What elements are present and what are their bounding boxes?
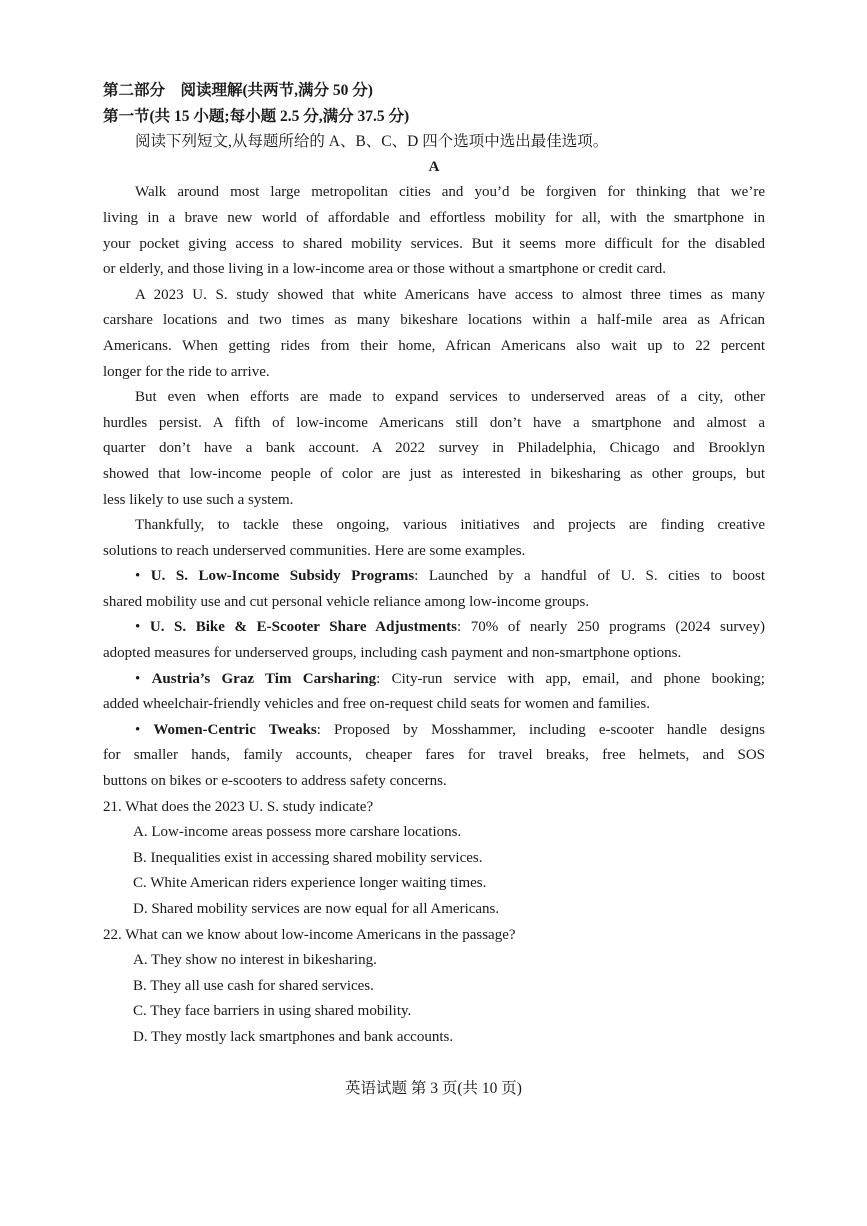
bullet-text: : Launched by a handful of U. S. cities to boost [414, 568, 765, 585]
bullet-text: : Proposed by Mosshammer, including e-scooter handle designs [316, 721, 765, 738]
paragraph-line: Thankfully, to tackle these ongoing, various initiatives and projects are finding creative [135, 517, 765, 534]
questions [103, 795, 765, 1051]
paragraph-line: Americans. When getting rides from their home, African Americans also wait up to 22 percent [103, 337, 765, 354]
paragraph-line: A 2023 U. S. study showed that white Americans have access to almost three times as many [135, 286, 765, 303]
bullet-title: Women-Centric Tweaks [153, 721, 317, 738]
bullet-title: U. S. Low-Income Subsidy Programs [150, 568, 415, 585]
question-stem: 21. What does the 2023 U. S. study indicate? [103, 798, 374, 815]
bullet-icon: • [135, 568, 151, 585]
bullet-title: U. S. Bike & E-Scooter Share Adjustments [149, 619, 457, 636]
paragraph-line: carshare locations and two times as many bikeshare locations within a half-mile area as African [103, 312, 765, 329]
bullet-icon: • [135, 670, 152, 687]
paragraph-line: your pocket giving access to shared mobility services. But it seems more difficult for the disabled [103, 235, 765, 252]
paragraph-line: Walk around most large metropolitan cities and you’d be forgiven for thinking that we’re [135, 184, 765, 201]
bullet-line [103, 564, 765, 590]
answer-option: D. Shared mobility services are now equal for all Americans. [133, 901, 500, 917]
answer-option: C. They face barriers in using shared mobility. [133, 1003, 412, 1020]
answer-option: B. Inequalities exist in accessing shared mobility services. [133, 849, 483, 866]
passage [103, 180, 765, 794]
bullet-line [103, 615, 765, 641]
answer-option: C. White American riders experience longer waiting times. [133, 875, 487, 892]
paragraph-line: solutions to reach underserved communities. Here are some examples. [103, 542, 526, 559]
instruction: 阅读下列短文,从每题所给的 A、B、C、D 四个选项中选出最佳选项。 [135, 133, 609, 151]
paragraph-line: quarter don’t have a bank account. A 2022 survey in Philadelphia, Chicago and Brooklyn [103, 440, 765, 457]
paragraph-line: longer for the ride to arrive. [103, 363, 270, 380]
section-heading: 第一节(共 15 小题;每小题 2.5 分,满分 37.5 分) [103, 107, 410, 125]
paragraph-line: less likely to use such a system. [103, 491, 294, 508]
bullet-line: for smaller hands, family accounts, cheaper fares for travel breaks, free helmets, and SOS [103, 747, 765, 764]
answer-option: D. They mostly lack smartphones and bank accounts. [133, 1028, 454, 1045]
bullet-line: adopted measures for underserved groups, including cash payment and non-smartphone options. [103, 645, 682, 662]
bullet-line: added wheelchair-friendly vehicles and free on-request child seats for women and families. [103, 696, 650, 713]
page-footer: 英语试题 第 3 页(共 10 页) [345, 1080, 522, 1097]
exam-page [103, 78, 765, 1051]
bullet-title: Austria’s Graz Tim Carsharing [151, 670, 377, 687]
answer-option: A. They show no interest in bikesharing. [133, 952, 377, 969]
paragraph-line: showed that low-income people of color are just as interested in bikesharing as other groups, but [103, 465, 765, 482]
paragraph-line: living in a brave new world of affordable and effortless mobility for all, with the smartphone in [103, 209, 765, 226]
part-heading: 第二部分 阅读理解(共两节,满分 50 分) [103, 82, 373, 99]
bullet-line [103, 667, 765, 693]
answer-option: B. They all use cash for shared services. [133, 977, 374, 994]
question-stem: 22. What can we know about low-income Americans in the passage? [103, 926, 516, 943]
paragraph-line: hurdles persist. A fifth of low-income Americans still don’t have a smartphone and almost a [103, 414, 765, 431]
paragraph-line: or elderly, and those living in a low-income area or those without a smartphone or credit card. [103, 261, 667, 278]
paragraph-line: But even when efforts are made to expand services to underserved areas of a city, other [135, 389, 765, 406]
bullet-text: : City-run service with app, email, and phone booking; [376, 670, 765, 687]
bullet-text: : 70% of nearly 250 programs (2024 survey) [456, 619, 765, 636]
answer-option: A. Low-income areas possess more carshare locations. [133, 824, 462, 841]
passage-label: A [428, 158, 440, 175]
bullet-icon: • [135, 619, 150, 636]
bullet-line: shared mobility use and cut personal vehicle reliance among low-income groups. [103, 593, 590, 610]
bullet-icon: • [135, 721, 154, 738]
bullet-line [103, 718, 765, 744]
bullet-line: buttons on bikes or e-scooters to address safety concerns. [103, 773, 447, 790]
